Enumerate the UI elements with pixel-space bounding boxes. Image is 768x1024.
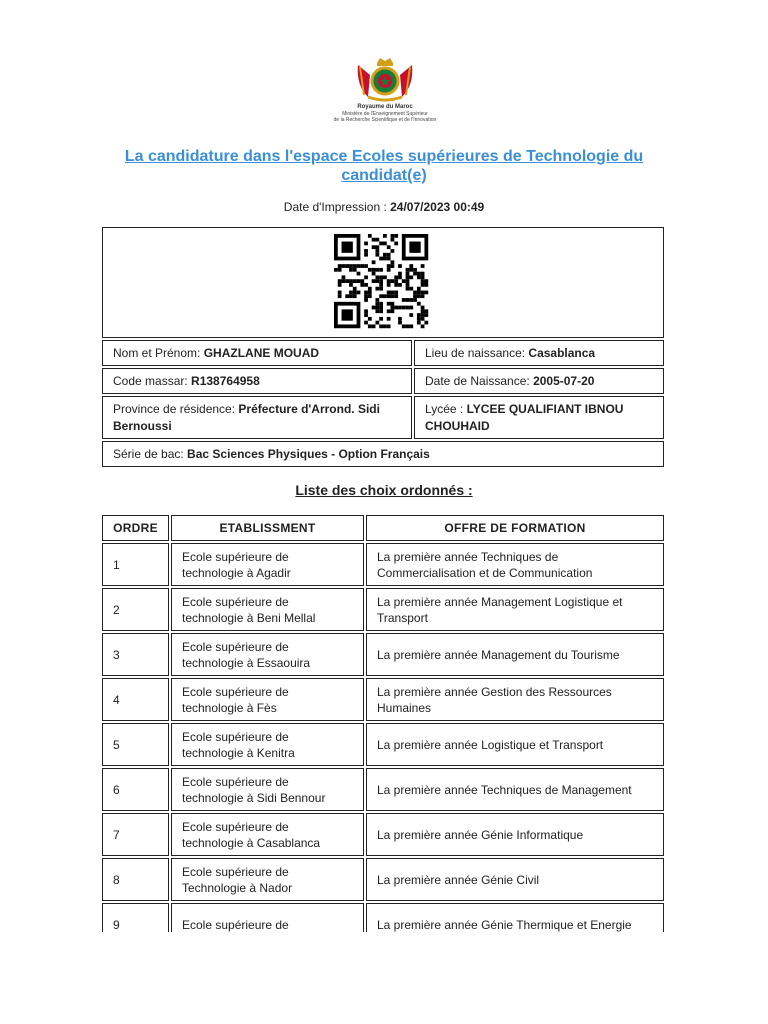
ministry-line-1: Ministère de l'Enseignement Supérieur (342, 111, 428, 117)
province-label: Province de résidence: (113, 401, 239, 416)
birthplace-value: Casablanca (528, 345, 596, 360)
row-etablissment: Ecole supérieure de technologie à Essaouira (171, 633, 364, 676)
choices-title: Liste des choix ordonnés : (295, 482, 473, 498)
page-title: La candidature dans l'espace Ecoles supérieures de Technologie du candidat(e) (124, 148, 644, 184)
row-offre: La première année Techniques de Management (366, 768, 664, 811)
province-value: Préfecture d'Arrond. Sidi Bernoussi (113, 401, 380, 433)
birthplace-label: Lieu de naissance: (425, 345, 529, 360)
row-etablissment: Ecole supérieure de technologie à Beni Mellal (171, 588, 364, 631)
row-ordre: 2 (102, 588, 169, 631)
serie-label: Série de bac: (113, 446, 188, 461)
header-ordre: ORDRE (102, 515, 169, 541)
birthdate-value: 2005-07-20 (533, 373, 595, 388)
name-label: Nom et Prénom: (113, 345, 204, 360)
row-etablissment: Ecole supérieure de Technologie à Nador (171, 858, 364, 901)
row-ordre: 4 (102, 678, 169, 721)
row-offre: La première année Management du Tourisme (366, 633, 664, 676)
ministry-line-2: de la Recherche Scientifique et de l'Innovation (333, 117, 437, 123)
row-offre: La première année Techniques de Commercialisation et de Communication (366, 543, 664, 586)
row-ordre: 6 (102, 768, 169, 811)
row-etablissment: Ecole supérieure de technologie à Casablanca (171, 813, 364, 856)
row-offre: La première année Génie Civil (366, 858, 664, 901)
print-date-value: 24/07/2023 00:49 (390, 200, 485, 214)
row-ordre: 9 (102, 903, 169, 932)
row-ordre: 5 (102, 723, 169, 766)
row-etablissment: Ecole supérieure de (171, 903, 364, 932)
lycee-label: Lycée : (425, 401, 467, 416)
row-ordre: 3 (102, 633, 169, 676)
lycee-value: LYCEE QUALIFIANT IBNOU CHOUHAID (425, 401, 624, 433)
row-offre: La première année Génie Informatique (366, 813, 664, 856)
row-offre: La première année Management Logistique et Transport (366, 588, 664, 631)
print-date-label: Date d'Impression : (283, 200, 391, 214)
row-etablissment: Ecole supérieure de technologie à Sidi Bennour (171, 768, 364, 811)
name-value: GHAZLANE MOUAD (203, 345, 320, 360)
row-etablissment: Ecole supérieure de technologie à Fès (171, 678, 364, 721)
row-ordre: 8 (102, 858, 169, 901)
header-etablissment: ETABLISSMENT (171, 515, 364, 541)
row-ordre: 1 (102, 543, 169, 586)
massar-label: Code massar: (113, 373, 192, 388)
birthdate-label: Date de Naissance: (425, 373, 534, 388)
row-etablissment: Ecole supérieure de technologie à Agadir (171, 543, 364, 586)
kingdom-label: Royaume du Maroc (357, 104, 413, 110)
row-etablissment: Ecole supérieure de technologie à Kenitra (171, 723, 364, 766)
row-offre: La première année Logistique et Transport (366, 723, 664, 766)
row-offre: La première année Génie Thermique et Energie (366, 903, 664, 932)
serie-value: Bac Sciences Physiques - Option Français (187, 446, 430, 461)
massar-value: R138764958 (191, 373, 260, 388)
header-offre: OFFRE DE FORMATION (366, 515, 664, 541)
row-ordre: 7 (102, 813, 169, 856)
row-offre: La première année Gestion des Ressources Humaines (366, 678, 664, 721)
